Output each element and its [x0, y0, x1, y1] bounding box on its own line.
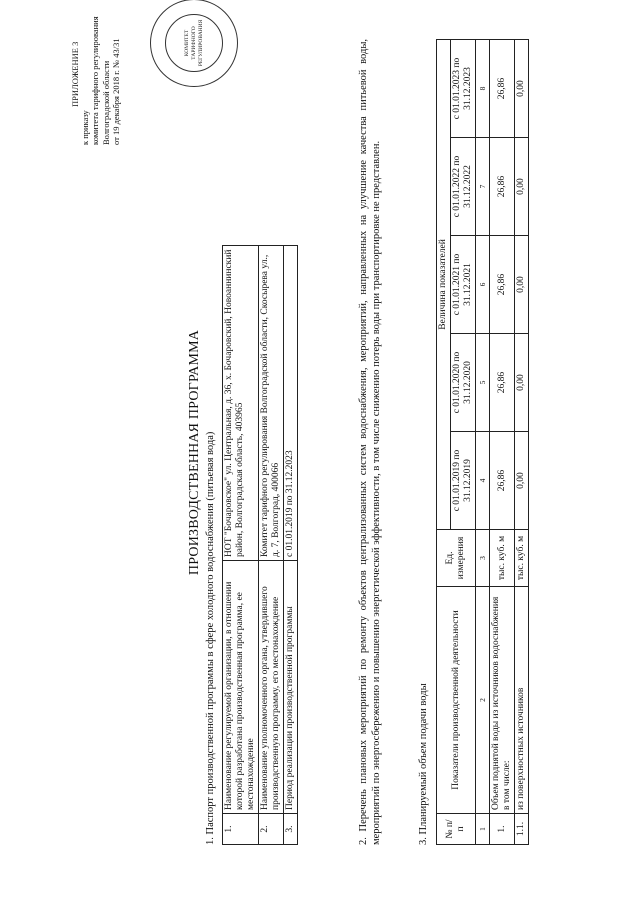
col-number: 5 — [476, 334, 490, 432]
section3-heading: 3. Планируемый объем подачи воды — [418, 683, 429, 845]
appendix-line: к приказу — [80, 110, 91, 145]
col-number: 2 — [476, 587, 490, 814]
row-value: 26,86 — [490, 432, 515, 530]
row-unit: тыс. куб. м — [515, 530, 529, 587]
row-value: 0,00 — [515, 236, 529, 334]
table-row — [259, 246, 284, 845]
row-label: Период реализации производственной программы — [284, 561, 298, 814]
page-title: ПРОИЗВОДСТВЕННАЯ ПРОГРАММА — [187, 329, 202, 576]
col-header-period: с 01.01.2023 по 31.12.2023 — [451, 40, 476, 138]
row-value: Комитет тарифного регулирования Волгоградской области, Скосырева ул., д. 7, Волгоград, 400066 — [259, 246, 284, 561]
row-indicator: из поверхностных источников — [515, 587, 529, 814]
row-value: НОТ "Бочаровское" ул. Центральная, д. 36, х. Бочаровский, Новоаннинский район, Волгоградская область, 403965 — [223, 246, 259, 561]
col-number: 1 — [476, 814, 490, 845]
row-number: 1. — [490, 814, 515, 845]
water-volume-table — [436, 39, 529, 845]
row-value: 26,86 — [490, 236, 515, 334]
table-row — [223, 246, 259, 845]
row-value: 0,00 — [515, 432, 529, 530]
row-value: с 01.01.2019 по 31.12.2023 — [284, 246, 298, 561]
appendix-line: Волгоградской области — [100, 60, 111, 145]
row-number: 1. — [223, 814, 259, 845]
row-value: 0,00 — [515, 334, 529, 432]
row-label: Наименование уполномоченного органа, утвердившего производственную программу, его местонахождение — [259, 561, 284, 814]
table-row — [490, 40, 515, 845]
col-header-period: с 01.01.2019 по 31.12.2019 — [451, 432, 476, 530]
row-value: 26,86 — [490, 334, 515, 432]
row-number: 3. — [284, 814, 298, 845]
appendix-block — [70, 5, 121, 145]
col-header-period: с 01.01.2021 по 31.12.2021 — [451, 236, 476, 334]
appendix-line: комитета тарифного регулирования — [90, 16, 101, 145]
section1-heading: 1. Паспорт производственной программы в сфере холодного водоснабжения (питьевая вода) — [205, 431, 216, 845]
table-row — [515, 40, 529, 845]
col-header-num: № п/п — [437, 814, 476, 845]
row-indicator: Объем поднятой воды из источников водоснабжения в том числе: — [490, 587, 515, 814]
row-value: 26,86 — [490, 40, 515, 138]
row-unit: тыс. куб. м — [490, 530, 515, 587]
col-header-group: Величина показателей — [437, 40, 451, 530]
col-number: 7 — [476, 138, 490, 236]
row-number: 1.1. — [515, 814, 529, 845]
col-header-period: с 01.01.2020 по 31.12.2020 — [451, 334, 476, 432]
row-number: 2. — [259, 814, 284, 845]
col-header-indicator: Показатели производственной деятельности — [437, 587, 476, 814]
col-number: 8 — [476, 40, 490, 138]
column-number-row — [476, 40, 490, 845]
row-value: 0,00 — [515, 138, 529, 236]
appendix-line: от 19 декабря 2018 г. № 43/31 — [110, 38, 121, 145]
appendix-title: ПРИЛОЖЕНИЕ 3 — [70, 41, 80, 107]
seal-inner: КОМИТЕТ ТАРИФНОГО РЕГУЛИРОВАНИЯ — [165, 14, 223, 72]
col-number: 6 — [476, 236, 490, 334]
passport-table — [222, 245, 298, 845]
row-value: 26,86 — [490, 138, 515, 236]
col-number: 3 — [476, 530, 490, 587]
section2-text: 2. Перечень плановых мероприятий по ремонту объектов централизованных систем водоснабжения, мероприятий, направленных на улучшение качества питьевой воды, мероприятий по энергосбережению и повышению энергетической эффективности, в том числе снижению потерь воды при транспортировке не представлен. — [358, 39, 382, 845]
table-row — [284, 246, 298, 845]
row-label: Наименование регулируемой организации, в отношении которой разработана производственная программа, ее местонахождение — [223, 561, 259, 814]
col-header-period: с 01.01.2022 по 31.12.2022 — [451, 138, 476, 236]
row-value: 0,00 — [515, 40, 529, 138]
col-number: 4 — [476, 432, 490, 530]
header-row — [437, 40, 451, 845]
col-header-unit: Ед. измерения — [437, 530, 476, 587]
